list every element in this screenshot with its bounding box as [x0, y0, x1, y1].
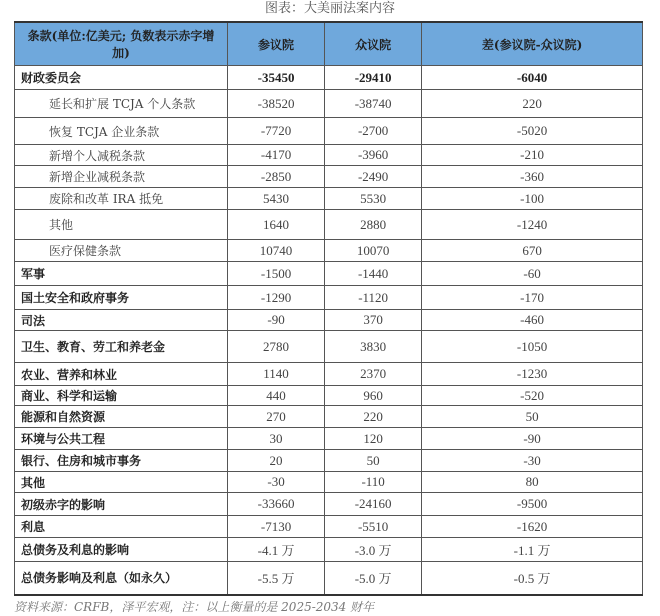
header-item: 条款(单位:亿美元; 负数表示赤字增加): [15, 22, 228, 66]
cell-house: -38740: [325, 90, 422, 118]
cell-house: -29410: [325, 66, 422, 90]
cell-diff: -0.5 万: [422, 562, 643, 595]
cell-diff: -520: [422, 386, 643, 406]
cell-senate: 10740: [228, 240, 325, 262]
cell-diff: -1620: [422, 516, 643, 538]
row-label: 军事: [15, 262, 228, 286]
cell-house: 2880: [325, 210, 422, 240]
cell-house: 2370: [325, 363, 422, 386]
row-label: 医疗保健条款: [15, 240, 228, 262]
row-label: 总债务及利息的影响: [15, 538, 228, 562]
cell-diff: -60: [422, 262, 643, 286]
row-label: 司法: [15, 310, 228, 331]
row-label: 其他: [15, 472, 228, 493]
table-row: [15, 240, 643, 262]
row-label: 商业、科学和运输: [15, 386, 228, 406]
cell-house: -3.0 万: [325, 538, 422, 562]
row-label: 恢复 TCJA 企业条款: [15, 118, 228, 145]
cell-diff: -1050: [422, 331, 643, 363]
cell-house: -2490: [325, 166, 422, 188]
cell-diff: -6040: [422, 66, 643, 90]
row-label: 国土安全和政府事务: [15, 286, 228, 310]
cell-senate: -7720: [228, 118, 325, 145]
cell-senate: -90: [228, 310, 325, 331]
cell-senate: -4170: [228, 145, 325, 166]
cell-senate: 1640: [228, 210, 325, 240]
row-label: 初级赤字的影响: [15, 493, 228, 516]
cell-diff: -1240: [422, 210, 643, 240]
cell-diff: 80: [422, 472, 643, 493]
row-label: 环境与公共工程: [15, 428, 228, 450]
table-row: [15, 166, 643, 188]
cell-senate: 440: [228, 386, 325, 406]
row-label: 卫生、教育、劳工和养老金: [15, 331, 228, 363]
source-note: 资料来源：CRFB，泽平宏观，注：以上衡量的是 2025-2034 财年: [14, 600, 375, 614]
cell-diff: -1230: [422, 363, 643, 386]
table-row: [15, 562, 643, 595]
cell-senate: -38520: [228, 90, 325, 118]
cell-senate: -30: [228, 472, 325, 493]
cell-house: -1440: [325, 262, 422, 286]
cell-house: -5.0 万: [325, 562, 422, 595]
row-label: 利息: [15, 516, 228, 538]
cell-house: -24160: [325, 493, 422, 516]
cell-senate: -2850: [228, 166, 325, 188]
row-label: 新增企业减税条款: [15, 166, 228, 188]
cell-house: 50: [325, 450, 422, 472]
cell-diff: -210: [422, 145, 643, 166]
table-row: [15, 188, 643, 210]
table-row: [15, 450, 643, 472]
cell-senate: -5.5 万: [228, 562, 325, 595]
row-label: 银行、住房和城市事务: [15, 450, 228, 472]
table-row: [15, 331, 643, 363]
table-row: [15, 66, 643, 90]
cell-senate: -33660: [228, 493, 325, 516]
header-diff: 差(参议院-众议院): [422, 22, 643, 66]
cell-diff: 670: [422, 240, 643, 262]
row-label: 能源和自然资源: [15, 406, 228, 428]
cell-house: 120: [325, 428, 422, 450]
table-row: [15, 406, 643, 428]
cell-senate: -35450: [228, 66, 325, 90]
cell-diff: -360: [422, 166, 643, 188]
figure-title: 图表：大美丽法案内容: [264, 1, 395, 16]
table-row: [15, 428, 643, 450]
cell-senate: 270: [228, 406, 325, 428]
cell-diff: -170: [422, 286, 643, 310]
row-label: 新增个人减税条款: [15, 145, 228, 166]
cell-diff: -9500: [422, 493, 643, 516]
cell-house: 10070: [325, 240, 422, 262]
cell-senate: 2780: [228, 331, 325, 363]
table-row: [15, 472, 643, 493]
cell-house: -2700: [325, 118, 422, 145]
row-label: 财政委员会: [15, 66, 228, 90]
cell-diff: -1.1 万: [422, 538, 643, 562]
cell-house: -3960: [325, 145, 422, 166]
cell-senate: -1500: [228, 262, 325, 286]
cell-house: 3830: [325, 331, 422, 363]
cell-house: 5530: [325, 188, 422, 210]
row-label: 废除和改革 IRA 抵免: [15, 188, 228, 210]
table-row: [15, 538, 643, 562]
row-label: 总债务影响及利息（如永久）: [15, 562, 228, 595]
cell-diff: -90: [422, 428, 643, 450]
cell-house: -5510: [325, 516, 422, 538]
row-label: 延长和扩展 TCJA 个人条款: [15, 90, 228, 118]
header-senate: 参议院: [228, 22, 325, 66]
row-label: 其他: [15, 210, 228, 240]
table-row: [15, 516, 643, 538]
cell-house: 960: [325, 386, 422, 406]
table-row: [15, 363, 643, 386]
cell-house: -1120: [325, 286, 422, 310]
row-label: 农业、营养和林业: [15, 363, 228, 386]
table-row: [15, 286, 643, 310]
cell-senate: 30: [228, 428, 325, 450]
cell-senate: -4.1 万: [228, 538, 325, 562]
table-row: [15, 145, 643, 166]
table-header: [15, 22, 643, 66]
cell-diff: -460: [422, 310, 643, 331]
table-row: [15, 310, 643, 331]
cell-diff: 50: [422, 406, 643, 428]
table-row: [15, 118, 643, 145]
header-house: 众议院: [325, 22, 422, 66]
table-row: [15, 493, 643, 516]
cell-senate: -7130: [228, 516, 325, 538]
table-row: [15, 262, 643, 286]
table-row: [15, 210, 643, 240]
cell-diff: 220: [422, 90, 643, 118]
table-row: [15, 386, 643, 406]
cell-senate: 5430: [228, 188, 325, 210]
table-row: [15, 90, 643, 118]
cell-senate: -1290: [228, 286, 325, 310]
cell-diff: -30: [422, 450, 643, 472]
cell-diff: -5020: [422, 118, 643, 145]
cell-diff: -100: [422, 188, 643, 210]
cell-senate: 20: [228, 450, 325, 472]
cell-house: -110: [325, 472, 422, 493]
cell-house: 370: [325, 310, 422, 331]
cell-house: 220: [325, 406, 422, 428]
cell-senate: 1140: [228, 363, 325, 386]
bill-content-table: [14, 21, 643, 596]
